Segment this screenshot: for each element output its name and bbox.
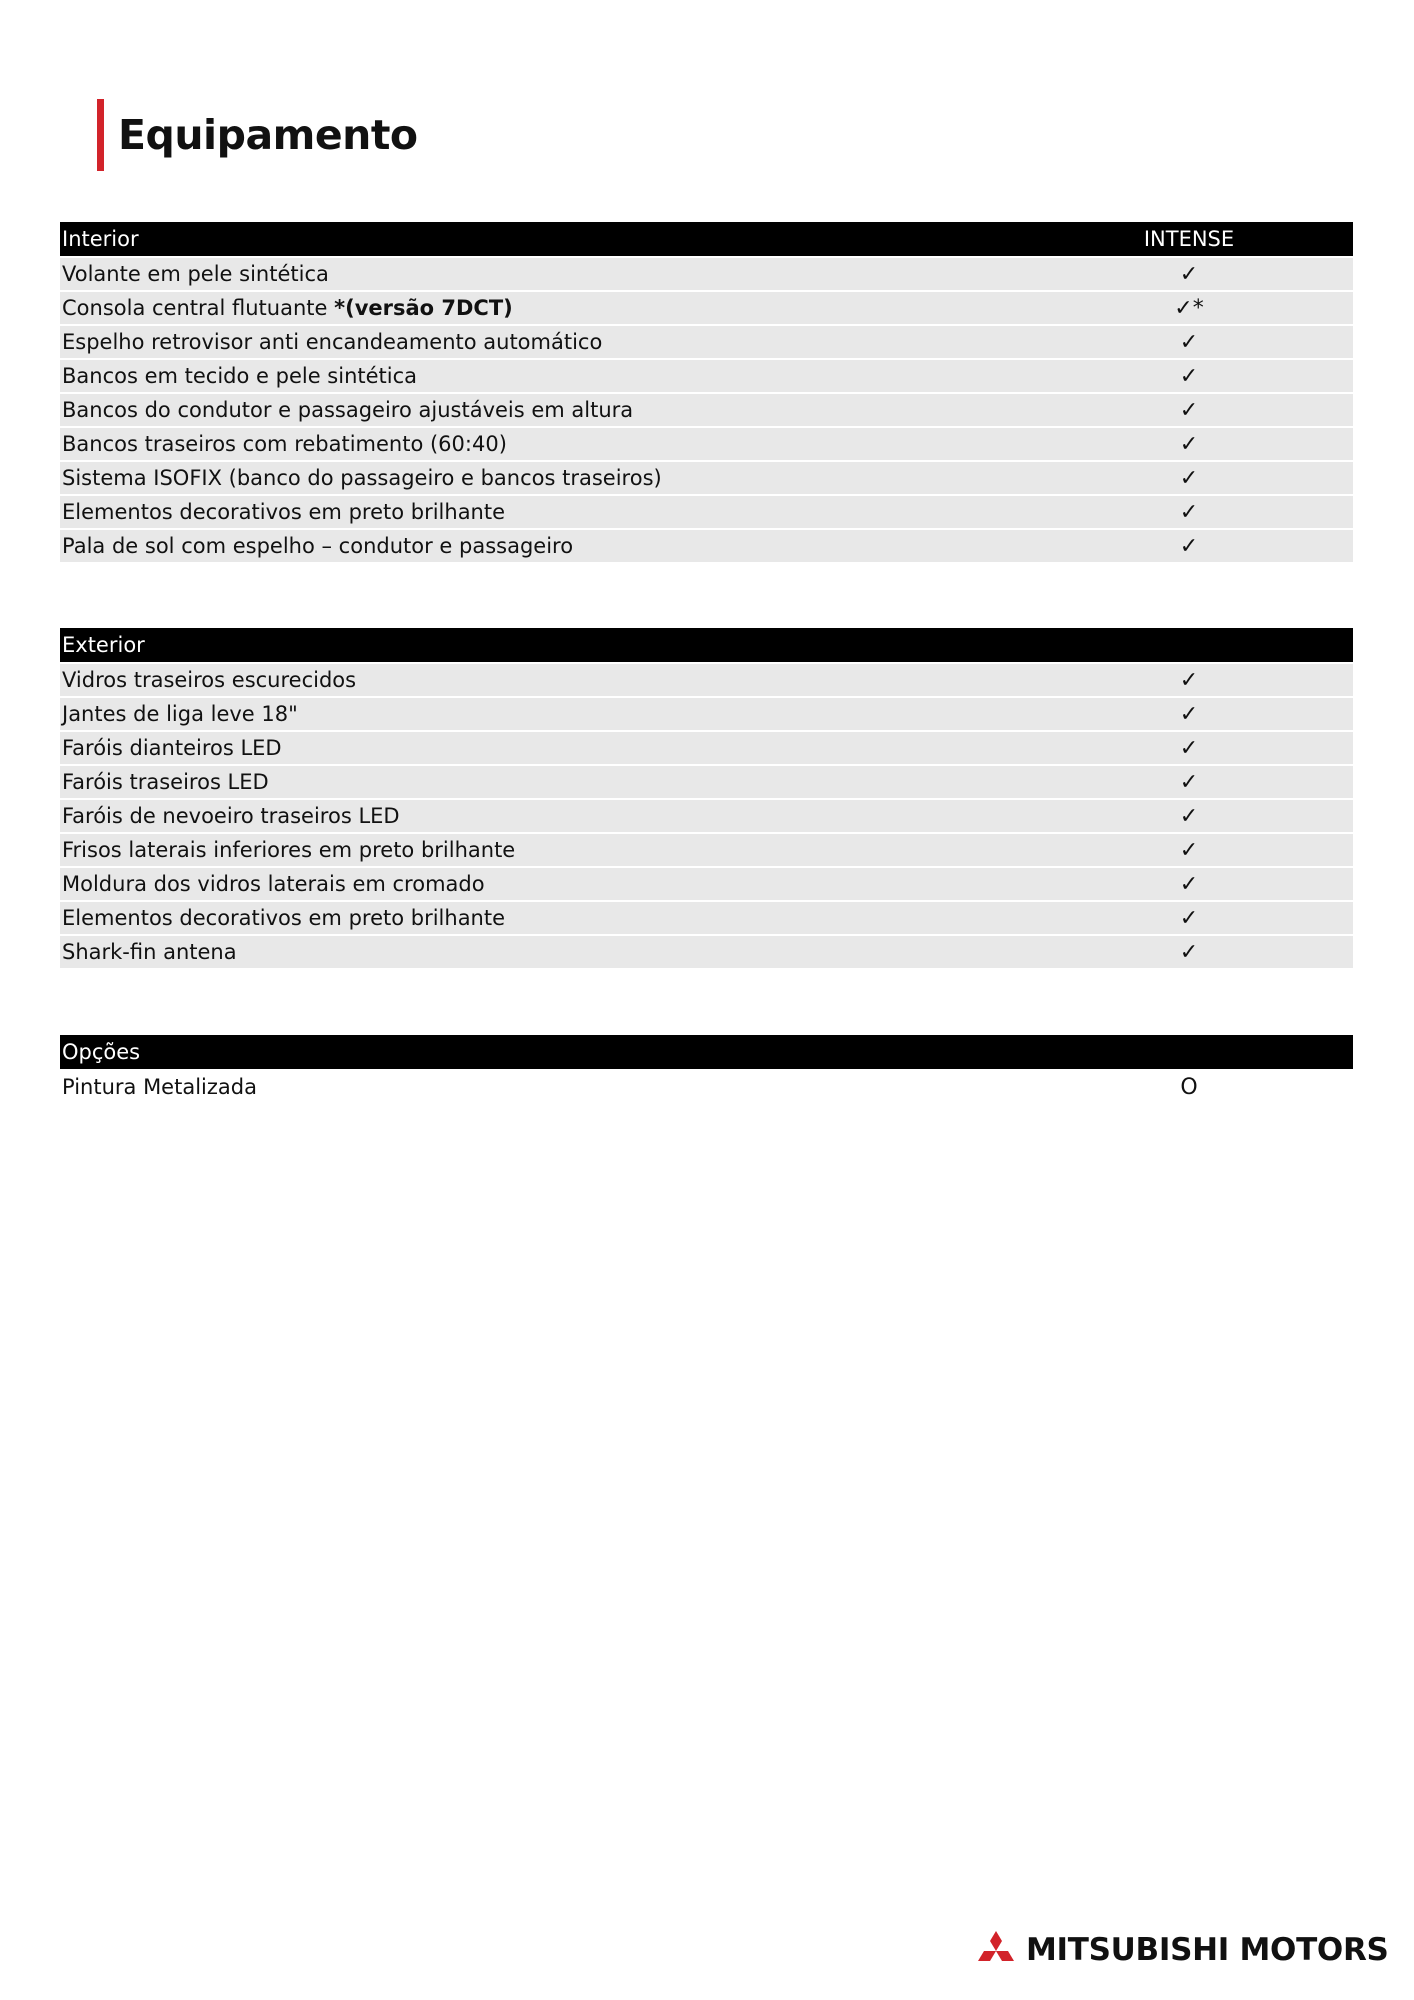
row-label: Bancos traseiros com rebatimento (60:40) — [62, 432, 507, 456]
version-column-header: INTENSE — [1143, 227, 1235, 251]
row-label: Pintura Metalizada — [62, 1075, 257, 1099]
row-label: Elementos decorativos em preto brilhante — [62, 906, 506, 930]
row-label: Faróis dianteiros LED — [62, 736, 282, 760]
table-row — [60, 732, 1353, 764]
check-value: ✓* — [1174, 295, 1204, 321]
interior-heading: Interior — [62, 227, 139, 251]
check-value: ✓ — [1179, 533, 1199, 559]
table-row — [60, 868, 1353, 900]
row-label: Frisos laterais inferiores em preto brilhante — [62, 838, 516, 862]
table-row — [60, 1071, 1353, 1103]
table-row — [60, 292, 1353, 324]
row-label: Bancos em tecido e pele sintética — [62, 364, 418, 388]
exterior-heading: Exterior — [62, 633, 145, 657]
check-value: ✓ — [1179, 871, 1199, 897]
check-value: ✓ — [1179, 397, 1199, 423]
table-row — [60, 698, 1353, 730]
row-label-note: *(versão 7DCT) — [334, 296, 513, 320]
check-value: ✓ — [1179, 803, 1199, 829]
options-heading: Opções — [62, 1040, 141, 1064]
check-value: ✓ — [1179, 363, 1199, 389]
row-label: Elementos decorativos em preto brilhante — [62, 500, 506, 524]
row-label: Moldura dos vidros laterais em cromado — [62, 872, 485, 896]
table-row — [60, 800, 1353, 832]
row-label-text: Consola central flutuante — [62, 296, 335, 320]
table-row — [60, 664, 1353, 696]
check-value: ✓ — [1179, 735, 1199, 761]
options-header — [60, 1035, 1353, 1069]
table-row — [60, 496, 1353, 528]
row-label: Faróis de nevoeiro traseiros LED — [62, 804, 400, 828]
row-label: Espelho retrovisor anti encandeamento automático — [62, 330, 603, 354]
page-title-block — [97, 99, 418, 171]
row-label: Jantes de liga leve 18" — [62, 702, 298, 726]
row-label: Volante em pele sintética — [62, 262, 329, 286]
row-label: Shark-fin antena — [62, 940, 237, 964]
table-row — [60, 936, 1353, 968]
title-accent-bar — [97, 99, 104, 171]
table-row — [60, 326, 1353, 358]
check-value: ✓ — [1179, 939, 1199, 965]
check-value: ✓ — [1179, 667, 1199, 693]
page-title: Equipamento — [118, 111, 418, 159]
check-value: ✓ — [1179, 701, 1199, 727]
table-row — [60, 462, 1353, 494]
interior-table — [60, 222, 1353, 562]
row-label: Vidros traseiros escurecidos — [62, 668, 357, 692]
check-value: ✓ — [1179, 769, 1199, 795]
check-value: ✓ — [1179, 261, 1199, 287]
table-row — [60, 766, 1353, 798]
table-row — [60, 258, 1353, 290]
row-label — [60, 296, 1104, 320]
check-value: ✓ — [1179, 837, 1199, 863]
row-label: Sistema ISOFIX (banco do passageiro e bancos traseiros) — [62, 466, 662, 490]
table-row — [60, 394, 1353, 426]
exterior-header — [60, 628, 1353, 662]
exterior-table — [60, 628, 1353, 968]
table-row — [60, 360, 1353, 392]
check-value: ✓ — [1179, 499, 1199, 525]
check-value: ✓ — [1179, 465, 1199, 491]
row-label: Bancos do condutor e passageiro ajustáveis em altura — [62, 398, 634, 422]
check-value: ✓ — [1179, 431, 1199, 457]
table-row — [60, 902, 1353, 934]
check-value: ✓ — [1179, 905, 1199, 931]
options-table — [60, 1035, 1353, 1103]
table-row — [60, 530, 1353, 562]
row-label: Pala de sol com espelho – condutor e passageiro — [62, 534, 574, 558]
check-value: ✓ — [1179, 329, 1199, 355]
brand-logo — [975, 1931, 1389, 1969]
brand-name: MITSUBISHI MOTORS — [1026, 1932, 1389, 1968]
row-label: Faróis traseiros LED — [62, 770, 269, 794]
table-row — [60, 834, 1353, 866]
interior-header — [60, 222, 1353, 256]
three-diamonds-icon — [975, 1931, 1017, 1969]
option-value: O — [1180, 1074, 1198, 1100]
table-row — [60, 428, 1353, 460]
